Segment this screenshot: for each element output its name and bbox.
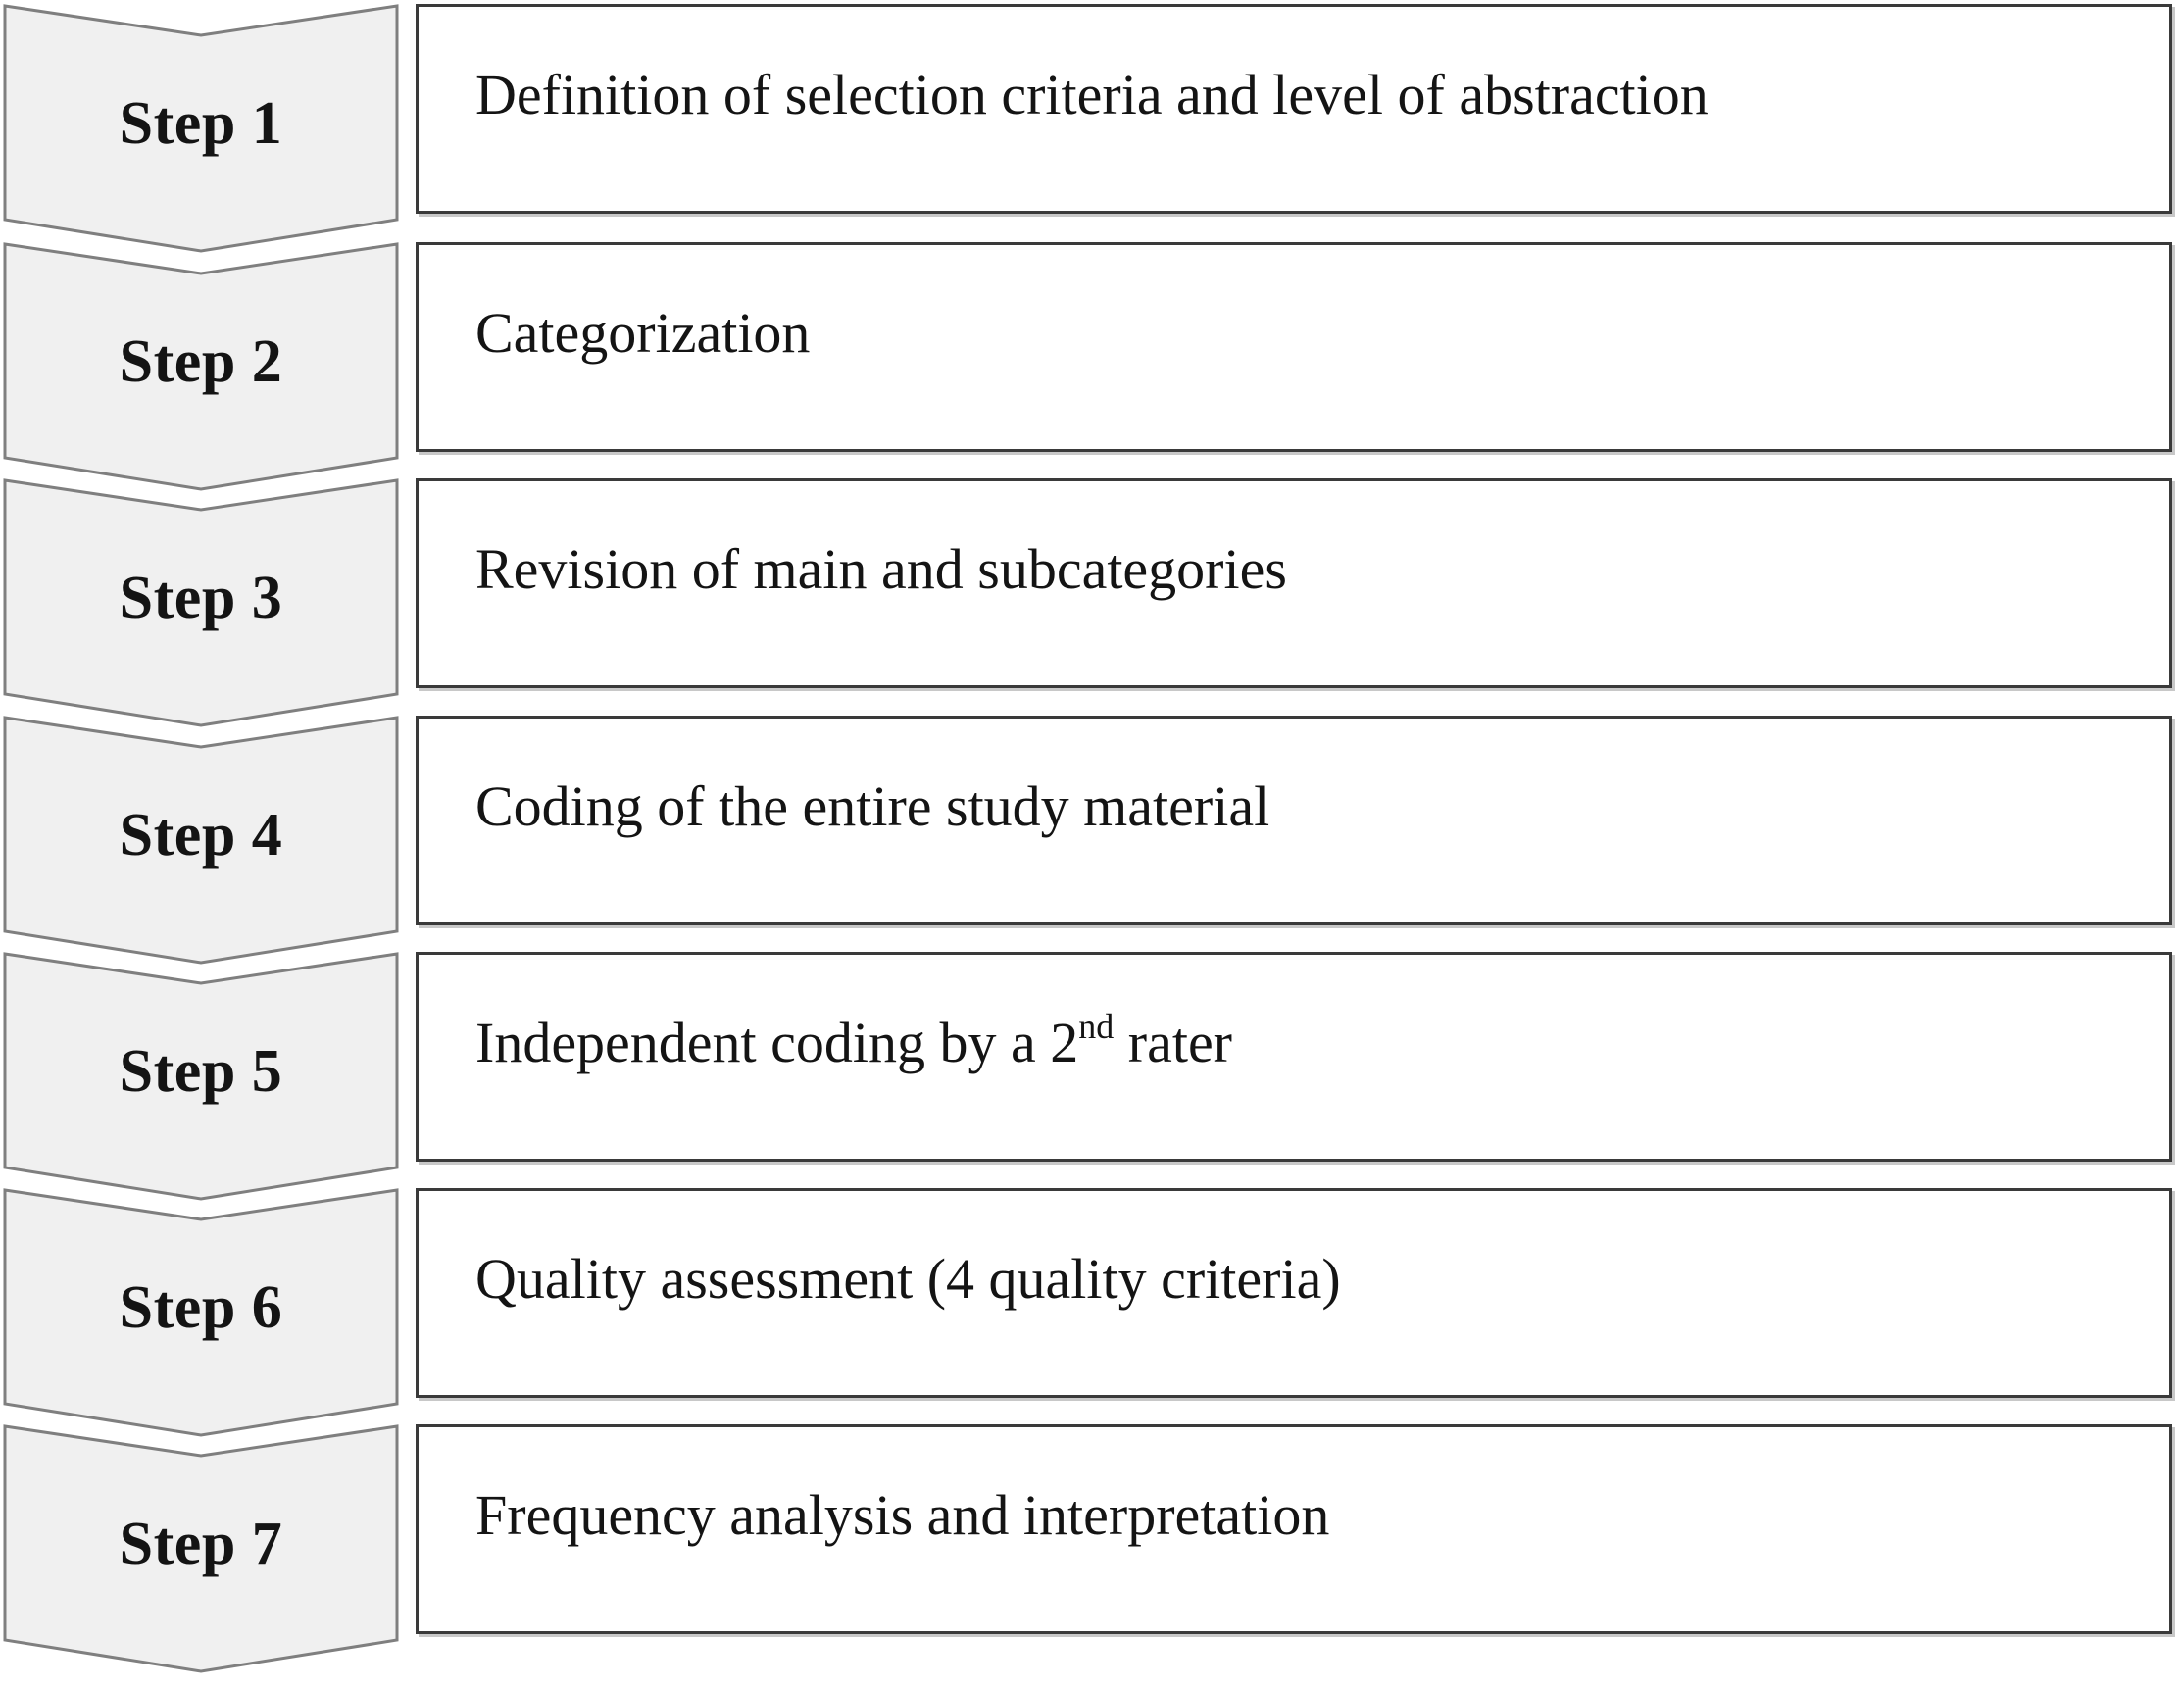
step-label-7: Step 7 xyxy=(119,1511,283,1577)
step-row-1 xyxy=(0,4,2184,239)
step-description-4: Coding of the entire study material xyxy=(475,774,1270,838)
step-box-5 xyxy=(416,952,2172,1162)
step-label-3: Step 3 xyxy=(119,565,283,631)
step-row-2 xyxy=(0,242,2184,477)
step-description-7: Frequency analysis and interpretation xyxy=(475,1483,1330,1547)
step-row-5 xyxy=(0,952,2184,1187)
step-row-7 xyxy=(0,1424,2184,1660)
step-description-1: Definition of selection criteria and level of abstraction xyxy=(475,63,1709,126)
step-description-5-tail: rater xyxy=(1114,1011,1232,1074)
step-row-6 xyxy=(0,1188,2184,1423)
step-label-4: Step 4 xyxy=(119,802,283,869)
step-box-1 xyxy=(416,4,2172,214)
step-description-3: Revision of main and subcategories xyxy=(475,537,1287,601)
step-label-2: Step 2 xyxy=(119,328,283,395)
step-box-4 xyxy=(416,716,2172,925)
step-description-5 xyxy=(475,1007,1232,1074)
step-box-3 xyxy=(416,478,2172,688)
step-box-6 xyxy=(416,1188,2172,1398)
step-label-5: Step 5 xyxy=(119,1038,283,1105)
step-label-6: Step 6 xyxy=(119,1274,283,1341)
step-row-4 xyxy=(0,716,2184,951)
step-description-6: Quality assessment (4 quality criteria) xyxy=(475,1247,1341,1311)
step-description-5-main: Independent coding by a 2 xyxy=(475,1011,1079,1074)
ordinal-superscript: nd xyxy=(1078,1007,1115,1046)
step-description-2: Categorization xyxy=(475,301,811,365)
step-box-7 xyxy=(416,1424,2172,1634)
step-label-1: Step 1 xyxy=(119,90,283,157)
step-row-3 xyxy=(0,478,2184,714)
step-box-2 xyxy=(416,242,2172,452)
